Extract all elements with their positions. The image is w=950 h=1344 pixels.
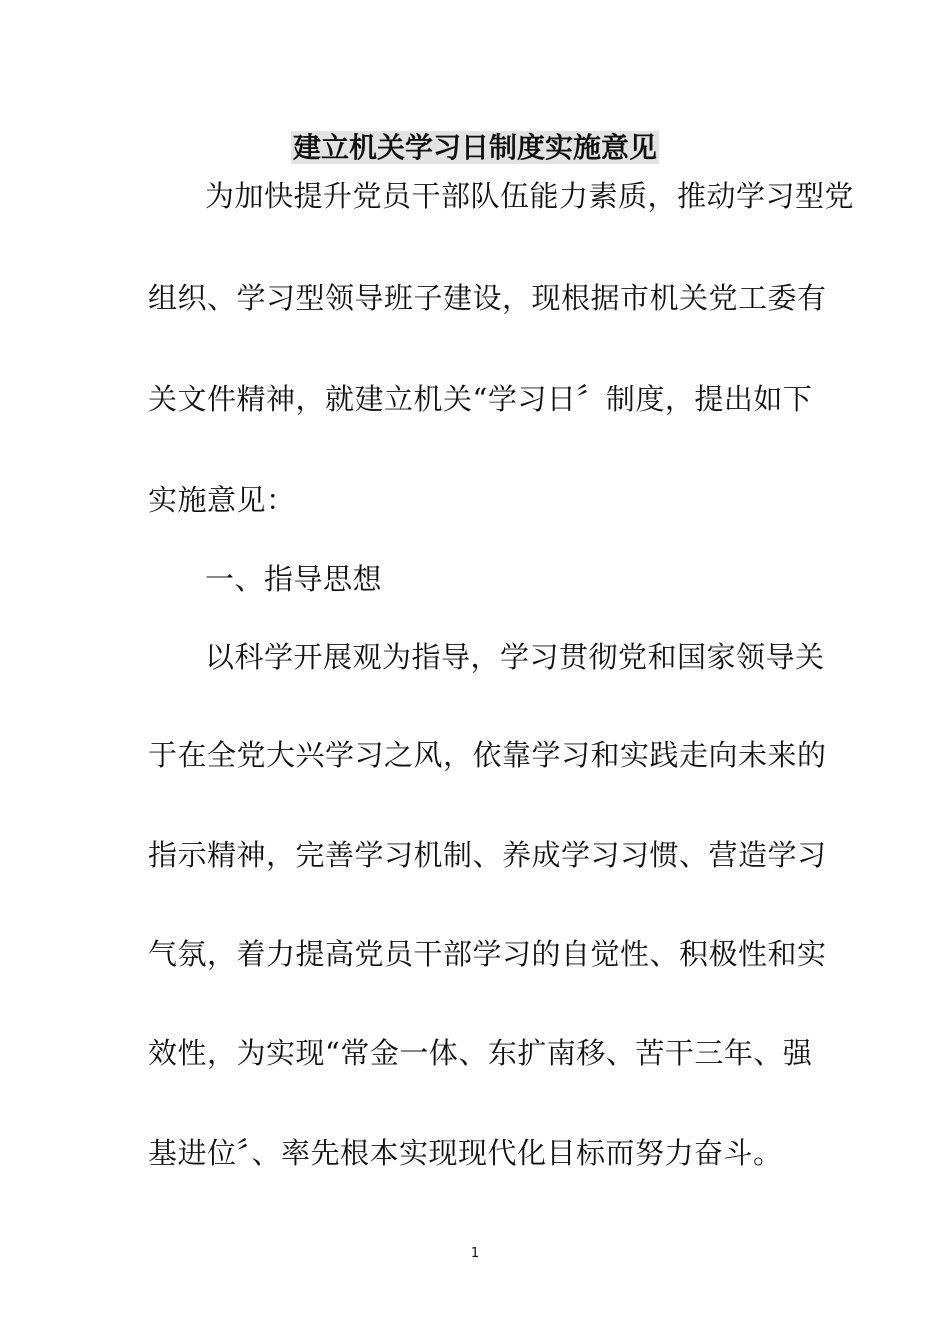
- body-line: 气氛，着力提高党员干部学习的自觉性、积极性和实: [148, 937, 827, 971]
- body-line: 于在全党大兴学习之风，依靠学习和实践走向未来的: [148, 738, 827, 772]
- intro-line: 组织、学习型领导班子建设，现根据市机关党工委有: [148, 281, 827, 315]
- intro-line: 为加快提升党员干部队伍能力素质，推动学习型党: [205, 179, 855, 213]
- document-title: [0, 128, 950, 168]
- document-title-text: 建立机关学习日制度实施意见: [292, 131, 657, 164]
- body-line: 效性，为实现“常金一体、东扩南移、苦干三年、强: [148, 1036, 813, 1070]
- intro-line: 关文件精神，就建立机关“学习日〞制度，提出如下: [148, 382, 813, 416]
- intro-line: 实施意见：: [148, 483, 296, 517]
- section-heading: 一、指导思想: [205, 562, 383, 596]
- body-line: 以科学开展观为指导，学习贯彻党和国家领导关: [205, 640, 825, 674]
- body-line: 基进位〞、率先根本实现现代化目标而努力奋斗。: [148, 1136, 783, 1170]
- page-number: 1: [470, 1246, 480, 1261]
- body-line: 指示精神，完善学习机制、养成学习习惯、营造学习: [148, 838, 827, 872]
